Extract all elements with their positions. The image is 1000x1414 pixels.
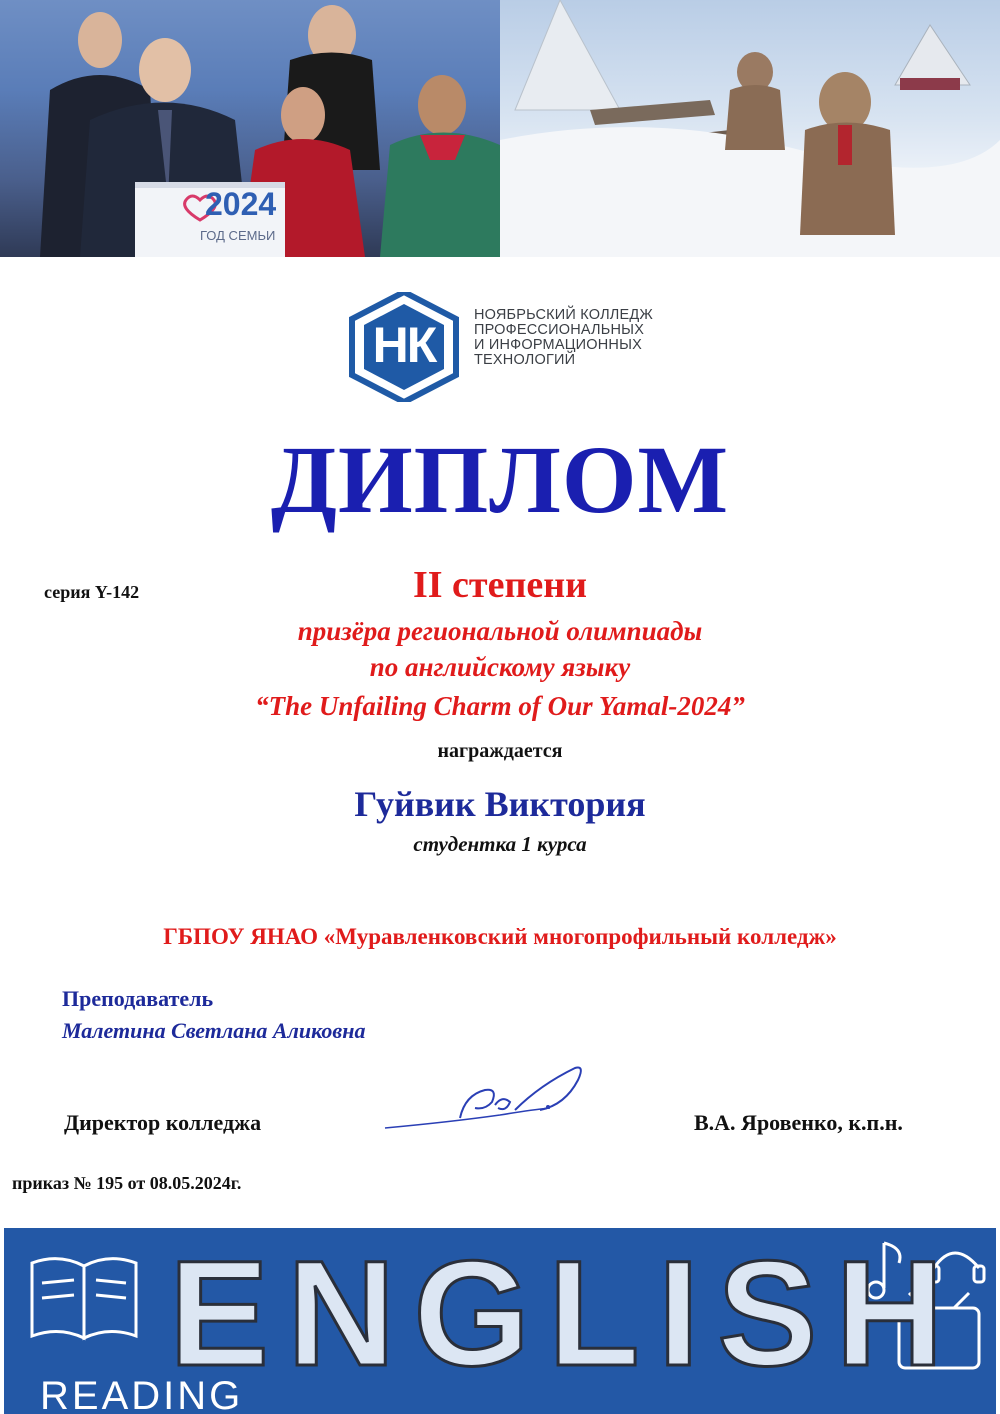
tundra-photo [500, 0, 1000, 257]
college-name-line-4: ТЕХНОЛОГИЙ [474, 352, 576, 368]
logo-letters: НК [372, 317, 436, 373]
recipient-name: Гуйвик Виктория [354, 784, 646, 824]
organization: ГБПОУ ЯНАО «Муравленковский многопрофильный колледж» [163, 924, 837, 949]
event-photo [0, 0, 560, 257]
english-banner [4, 1228, 996, 1414]
college-logo [348, 292, 460, 402]
director-label: Директор колледжа [64, 1110, 262, 1135]
diploma-title: ДИПЛОМ [270, 426, 730, 533]
series-number: серия Y-142 [44, 582, 140, 602]
director-name: В.А. Яровенко, к.п.н. [694, 1110, 903, 1135]
awarded-label: награждается [437, 740, 563, 762]
english-word: ENGLISH [169, 1229, 962, 1397]
podium-caption: ГОД СЕМЬИ [200, 228, 276, 243]
director-signature [380, 1060, 600, 1135]
book-icon [32, 1259, 136, 1338]
recipient-status: студентка 1 курса [413, 832, 587, 856]
college-name-line-2: ПРОФЕССИОНАЛЬНЫХ [474, 322, 645, 338]
olympiad-line-1: призёра региональной олимпиады [297, 616, 703, 646]
degree: II степени [412, 564, 588, 606]
olympiad-line-2: по английскому языку [369, 652, 631, 682]
reading-word: READING [40, 1374, 244, 1414]
olympiad-line-3: “The Unfailing Charm of Our Yamal-2024” [255, 691, 745, 721]
college-name-line-3: И ИНФОРМАЦИОННЫХ [474, 337, 642, 353]
podium-year: 2024 [205, 186, 277, 222]
top-banner-photo [0, 0, 1000, 257]
college-name-line-1: НОЯБРЬСКИЙ КОЛЛЕДЖ [474, 307, 653, 323]
teacher-label: Преподаватель [62, 986, 214, 1011]
order-reference: приказ № 195 от 08.05.2024г. [12, 1173, 242, 1193]
teacher-name: Малетина Светлана Аликовна [62, 1018, 366, 1043]
